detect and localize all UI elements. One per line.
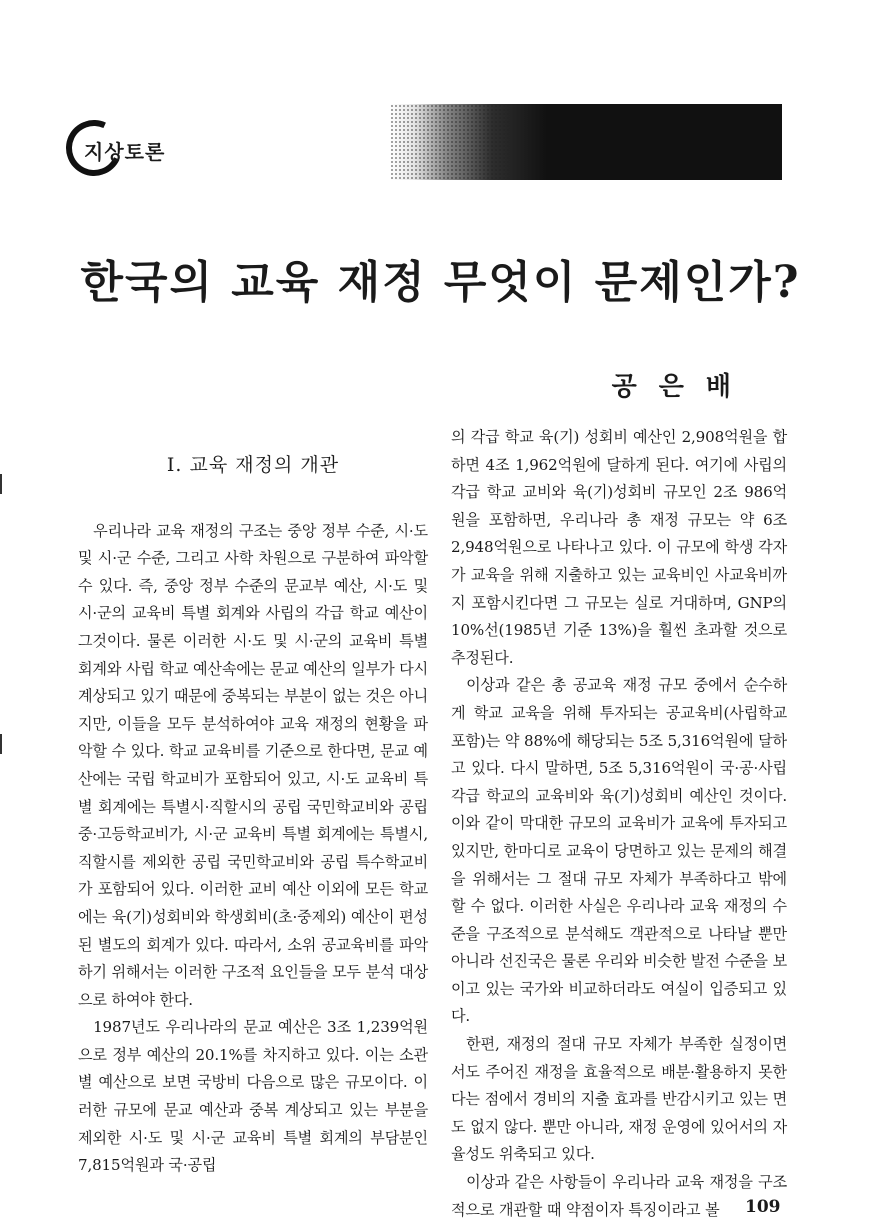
section-label: 지상토론	[84, 140, 166, 164]
margin-mark	[0, 734, 2, 754]
body-paragraph: 우리나라 교육 재정의 구조는 중앙 정부 수준, 시·도 및 시·군 수준, 그리고 사학 차원으로 구분하여 파악할 수 있다. 즉, 중앙 정부 수준의 문교부 예산, 시·도 및 시·군의 교육비 특별 회계와 사립의 각급 학교 예산이 그것이다. 물론 이러한 시·도 및 시·군의 교육비 특별 회계와 사립 학교 예산속에는 문교 예산의 일부가 다시 계상되고 있기 때문에 중복되는 부분이 없는 것은 아니지만, 이들을 모두 분석하여야 교육 재정의 현황을 파악할 수 있다. 학교 교육비를 기준으로 한다면, 문교 예산에는 국립 학교비가 포함되어 있고, 시·도 교육비 특별 회계에는 특별시·직할시의 공립 국민학교비와 공립 중·고등학교비가, 시·군 교육비 특별 회계에는 특별시, 직할시를 제외한 공립 국민학교비와 공립 특수학교비가 포함되어 있다. 이러한 교비 예산 이외에 모든 학교에는 육(기)성회비와 학생회비(초·중제외) 예산이 편성된 별도의 회계가 있다. 따라서, 소위 공교육비를 파악하기 위해서는 이러한 구조적 요인들을 모두 분석 대상으로 하여야 한다.	[78, 521, 429, 1009]
body-paragraph: 1987년도 우리나라의 문교 예산은 3조 1,239억원으로 정부 예산의 20.1%를 차지하고 있다. 이는 소관별 예산으로 보면 국방비 다음으로 많은 규모이다. 이러한 규모에 문교 예산과 중복 계상되고 있는 부분을 제외한 시·도 및 시·군 교육비 특별 회계의 부담분인 7,815억원과 국·공립	[78, 1018, 428, 1175]
page-number: 109	[745, 1197, 781, 1217]
body-paragraph: 의 각급 학교 육(기) 성회비 예산인 2,908억원을 합하면 4조 1,962억원에 달하게 된다. 여기에 사립의 각급 학교 교비와 육(기)성회비 규모인 2조 986억원을 포함하면, 우리나라 총 재정 규모는 약 6조 2,948억원으로 나타나고 있다. 이 규모에 학생 각자가 교육을 위해 지출하고 있는 교육비인 사교육비까지 포함시킨다면 그 규모는 실로 거대하며, GNP의 10%선(1985년 기준 13%)을 훨씬 초과할 것으로 추정된다.	[451, 428, 787, 667]
section-badge	[66, 120, 186, 180]
author-name: 공은배	[611, 372, 753, 402]
body-paragraph: 이상과 같은 사항들이 우리나라 교육 재정을 구조적으로 개관할 때 약점이자 특징이라고 볼	[451, 1173, 787, 1219]
body-paragraph: 한편, 재정의 절대 규모 자체가 부족한 실정이면서도 주어진 재정을 효율적으로 배분·활용하지 못한다는 점에서 경비의 지출 효과를 반감시키고 있는 면도 없지 않다. 뿐만 아니라, 재정 운영에 있어서의 자율성도 위축되고 있다.	[451, 1035, 787, 1164]
right-column	[451, 424, 787, 1224]
body-paragraph: 이상과 같은 총 공교육 재정 규모 중에서 순수하게 학교 교육을 위해 투자되는 공교육비(사립학교 포함)는 약 88%에 해당되는 5조 5,316억원에 달하고 있다. 다시 말하면, 5조 5,316억원이 국·공·사립 각급 학교의 교육비와 육(기)성회비 예산인 것이다. 이와 같이 막대한 규모의 교육비가 교육에 투자되고 있지만, 한마디로 교육이 당면하고 있는 문제의 해결을 위해서는 그 절대 규모 자체가 부족하다고 밖에 할 수 없다. 이러한 사실은 우리나라 교육 재정의 수준을 구조적으로 분석해도 객관적으로 나타날 뿐만 아니라 선진국은 물론 우리와 비슷한 발전 수준을 보이고 있는 국가와 비교하더라도 여실이 입증되고 있다.	[451, 676, 787, 1026]
left-column	[78, 424, 428, 1180]
section-heading: Ⅰ. 교육 재정의 개관	[166, 454, 340, 476]
header-decorative-band	[390, 104, 782, 180]
article-title: 한국의 교육 재정 무엇이 문제인가?	[80, 257, 801, 308]
margin-mark	[0, 474, 2, 494]
